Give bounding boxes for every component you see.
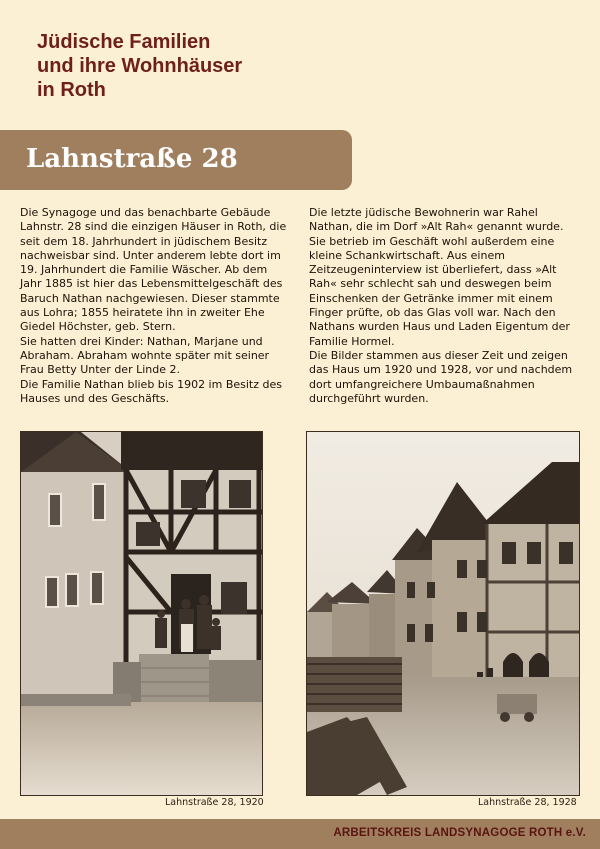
series-title [37, 30, 242, 102]
photo-1920-image [21, 432, 262, 795]
paragraph: Die letzte jüdische Bewohnerin war Rahel Nathan, die im Dorf »Alt Rah« genannt wurde. Sie betrieb im Geschäft wohl außerdem eine kleine Schankwirtschaft. Aus einem Zeitzeugeninterview ist überliefert, dass »Alt Rah« sehr schlecht sah und deswegen beim Einschenken der Getränke immer mit einem Finger prüfte, ob das Glas voll war. Nach den Nathans wurden Haus und Laden Eigentum der Familie Hormel. [309, 206, 570, 348]
paragraph: Die Synagoge und das benachbarte Gebäude Lahnstr. 28 sind die einzigen Häuser in Roth, die seit dem 18. Jahrhundert in jüdischem Besitz nachweisbar sind. Unter anderem lebte dort im 19. Jahrhundert die Familie Wäscher. Ab dem Jahr 1885 ist hier das Lebensmittelgeschäft des Baruch Nathan nachgewiesen. Dieser stammte aus Lohra; 1855 heiratete ihn in zweiter Ehe Giedel Höchster, geb. Stern. [20, 206, 287, 334]
page-title: Lahnstraße 28 [26, 144, 238, 174]
paragraph: Die Familie Nathan blieb bis 1902 im Besitz des Hauses und des Geschäfts. [20, 377, 282, 405]
organization-name: ARBEITSKREIS LANDSYNAGOGE ROTH e.V. [333, 827, 586, 839]
photo-1928 [306, 431, 580, 796]
photo-caption: Lahnstraße 28, 1928 [478, 797, 577, 808]
paragraph: Sie hatten drei Kinder: Nathan, Marjane und Abraham. Abraham wohnte später mit seiner Frau Betty Unter der Linde 2. [20, 334, 270, 377]
text-column-left [20, 206, 292, 406]
footer-bar [0, 819, 600, 849]
series-title-line: Jüdische Familien [37, 31, 211, 53]
series-title-line: und ihre Wohnhäuser [37, 55, 243, 77]
photo-1920 [20, 431, 263, 796]
photo-caption: Lahnstraße 28, 1920 [165, 797, 264, 808]
series-title-line: in Roth [37, 79, 106, 101]
photo-1928-image [307, 432, 579, 795]
paragraph: Die Bilder stammen aus dieser Zeit und zeigen das Haus um 1920 und 1928, vor und nachdem dort umfangreichere Umbaumaßnahmen durchgeführt wurden. [309, 348, 573, 405]
title-banner [0, 130, 352, 190]
text-column-right [309, 206, 581, 406]
